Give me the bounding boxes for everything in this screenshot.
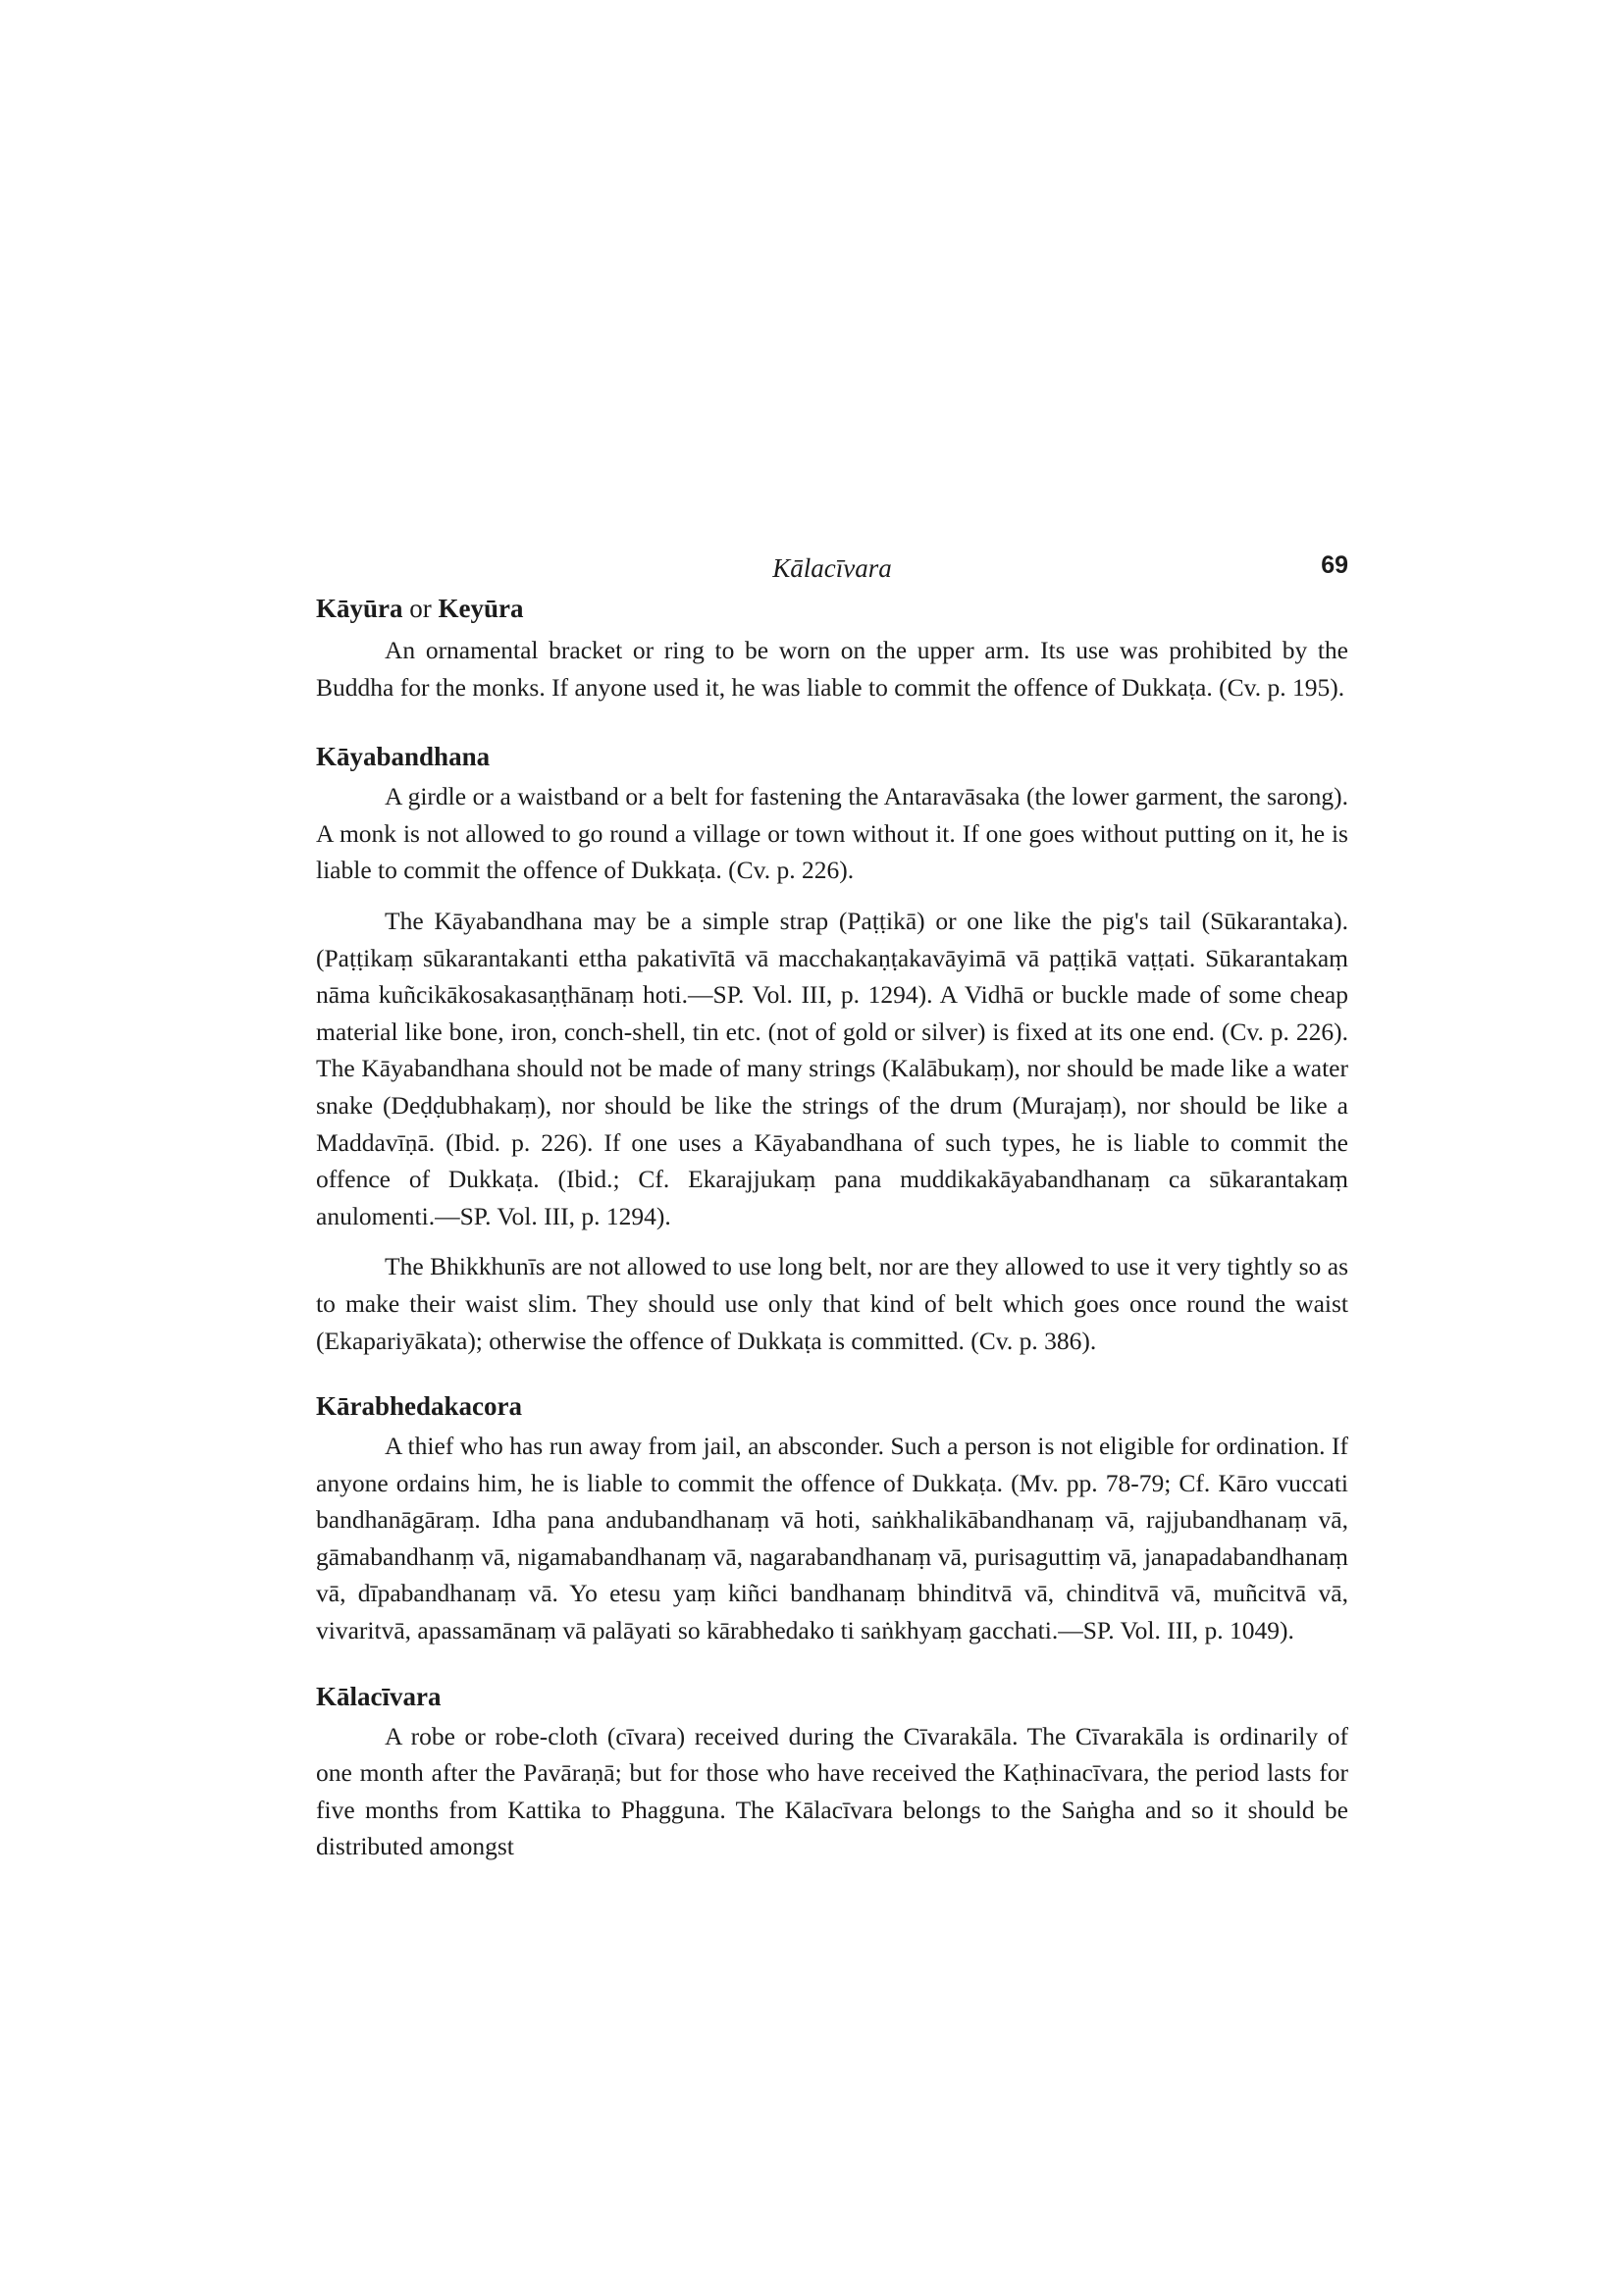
- entry-heading: Kāyabandhana: [316, 742, 491, 772]
- entry-paragraph: An ornamental bracket or ring to be worn on the upper arm. Its use was prohibited by the Buddha for the monks. If anyone used it, he was liable to commit the offence of Dukkaṭa. (Cv. p. 195).: [316, 636, 1348, 702]
- entry-karabhedakacora: [316, 1388, 1348, 1649]
- entry-heading: Kārabhedakacora: [316, 1391, 523, 1422]
- entry-paragraph: A robe or robe-cloth (cīvara) received during the Cīvarakāla. The Cīvarakāla is ordinarily of one month after the Pavāraṇā; but for those who have received the Kaṭhinacīvara, the period lasts for five months from Kattika to Phagguna. The Kālacīvara belongs to the Saṅgha and so it should be distributed amongst: [316, 1721, 1348, 1861]
- page-number: 69: [1321, 551, 1348, 579]
- entry-kayura: [316, 591, 1348, 705]
- heading-term-b: Keyūra: [438, 594, 524, 623]
- entry-heading: [316, 591, 1348, 626]
- heading-or: or: [402, 594, 439, 623]
- entry-paragraph: The Kāyabandhana may be a simple strap (Paṭṭikā) or one like the pig's tail (Sūkarantaka). (Paṭṭikaṃ sūkarantakanti ettha pakativītā vā macchakaṇṭakavāyimā vā paṭṭikā vaṭṭati. Sūkarantakaṃ nāma kuñcikākosakasaṇṭhānaṃ hoti.—SP. Vol. III, p. 1294). A Vidhā or buckle made of some cheap material like bone, iron, conch-shell, tin etc. (not of gold or silver) is fixed at its one end. (Cv. p. 226). The Kāyabandhana should not be made of many strings (Kalābukaṃ), nor should be made like a water snake (Deḍḍubhakaṃ), nor should be like the strings of the drum (Murajaṃ), nor should be like a Maddavīṇā. (Ibid. p. 226). If one uses a Kāyabandhana of such types, he is liable to commit the offence of Dukkaṭa. (Ibid.; Cf. Ekarajjukaṃ pana muddikakāyabandhanaṃ ca sūkarantakaṃ anulomenti.—SP. Vol. III, p. 1294).: [316, 906, 1348, 1230]
- entry-paragraph: A girdle or a waistband or a belt for fastening the Antaravāsaka (the lower garment, the sarong). A monk is not allowed to go round a village or town without it. If one goes without putting on it, he is liable to commit the offence of Dukkaṭa. (Cv. p. 226).: [316, 782, 1348, 885]
- running-title: Kālacīvara: [772, 553, 892, 583]
- entry-paragraph: A thief who has run away from jail, an absconder. Such a person is not eligible for ordination. If anyone ordains him, he is liable to commit the offence of Dukkaṭa. (Mv. pp. 78-79; Cf. Kāro vuccati bandhanāgāraṃ. Idha pana andubandhanaṃ vā hoti, saṅkhalikābandhanaṃ vā, rajjubandhanaṃ vā, gāmabandhanṃ vā, nigamabandhanaṃ vā, nagarabandhanaṃ vā, purisaguttiṃ vā, janapadabandhanaṃ vā, dīpabandhanaṃ vā. Yo etesu yaṃ kiñci bandhanaṃ bhinditvā vā, chinditvā vā, muñcitvā vā, vivaritvā, apassamānaṃ vā palāyati so kārabhedako ti saṅkhyaṃ gacchati.—SP. Vol. III, p. 1049).: [316, 1432, 1348, 1645]
- heading-term-a: Kāyūra: [316, 594, 403, 623]
- entry-kayabandhana: [316, 739, 1348, 1359]
- running-head: [316, 548, 1348, 591]
- entry-paragraph: The Bhikkhunīs are not allowed to use long belt, nor are they allowed to use it very tightly so as to make their waist slim. They should use only that kind of belt which goes once round the waist (Ekapariyākata); otherwise the offence of Dukkaṭa is committed. (Cv. p. 386).: [316, 1252, 1348, 1355]
- page: [316, 548, 1348, 1885]
- entry-heading: Kālacīvara: [316, 1681, 442, 1711]
- entry-kalacivara: [316, 1679, 1348, 1865]
